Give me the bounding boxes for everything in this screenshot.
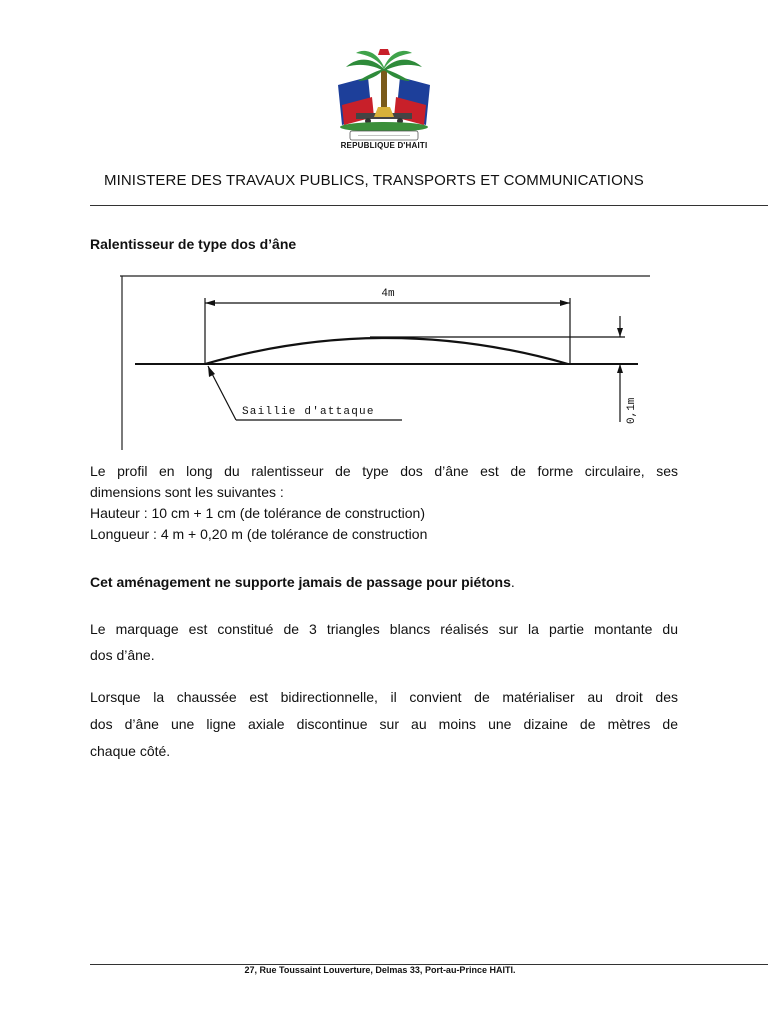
pedestrian-warning: [90, 570, 678, 594]
footer-address-text: 27, Rue Toussaint Louverture, Delmas 33, Port-au-Prince HAITI.: [244, 965, 516, 975]
diagram-height-label: 0,1m: [626, 397, 638, 424]
header-divider: [90, 205, 768, 206]
country-name: REPUBLIQUE D'HAITI: [340, 141, 428, 150]
speed-hump-profile-diagram: [120, 272, 650, 450]
bidirectional-paragraph: [90, 684, 678, 765]
profile-description-line-2: dimensions sont les suivantes :: [90, 484, 284, 500]
pedestrian-warning-period: .: [510, 574, 515, 590]
length-spec: Longueur : 4 m + 0,20 m (de tolérance de construction: [90, 526, 428, 542]
marking-line-1: Le marquage est constitué de 3 triangles blancs réalisés sur la partie montante du: [90, 621, 678, 637]
section-title: Ralentisseur de type dos d’âne: [90, 236, 297, 252]
height-spec: Hauteur : 10 cm + 1 cm (de tolérance de construction): [90, 505, 425, 521]
ministry-title: MINISTERE DES TRAVAUX PUBLICS, TRANSPORTS ET COMMUNICATIONS: [104, 172, 644, 189]
bidirectional-line-3: chaque côté.: [90, 743, 171, 759]
marking-paragraph: [90, 616, 678, 668]
bidirectional-line-2: dos d’âne une ligne axiale discontinue sur au moins une dizaine de mètres de: [90, 716, 678, 732]
profile-description: [90, 461, 678, 545]
marking-line-2: dos d’âne.: [90, 647, 155, 663]
diagram-length-label: 4m: [381, 288, 395, 300]
bidirectional-line-1: Lorsque la chaussée est bidirectionnelle, il convient de matérialiser au droit des: [90, 689, 678, 705]
coat-of-arms-emblem: [328, 47, 440, 143]
footer-address: [0, 965, 768, 975]
pedestrian-warning-text: Cet aménagement ne supporte jamais de passage pour piétons: [90, 574, 511, 590]
profile-description-line-1: Le profil en long du ralentisseur de type dos d’âne est de forme circulaire, ses: [90, 463, 678, 479]
diagram-leading-edge-label: Saillie d'attaque: [242, 406, 375, 418]
